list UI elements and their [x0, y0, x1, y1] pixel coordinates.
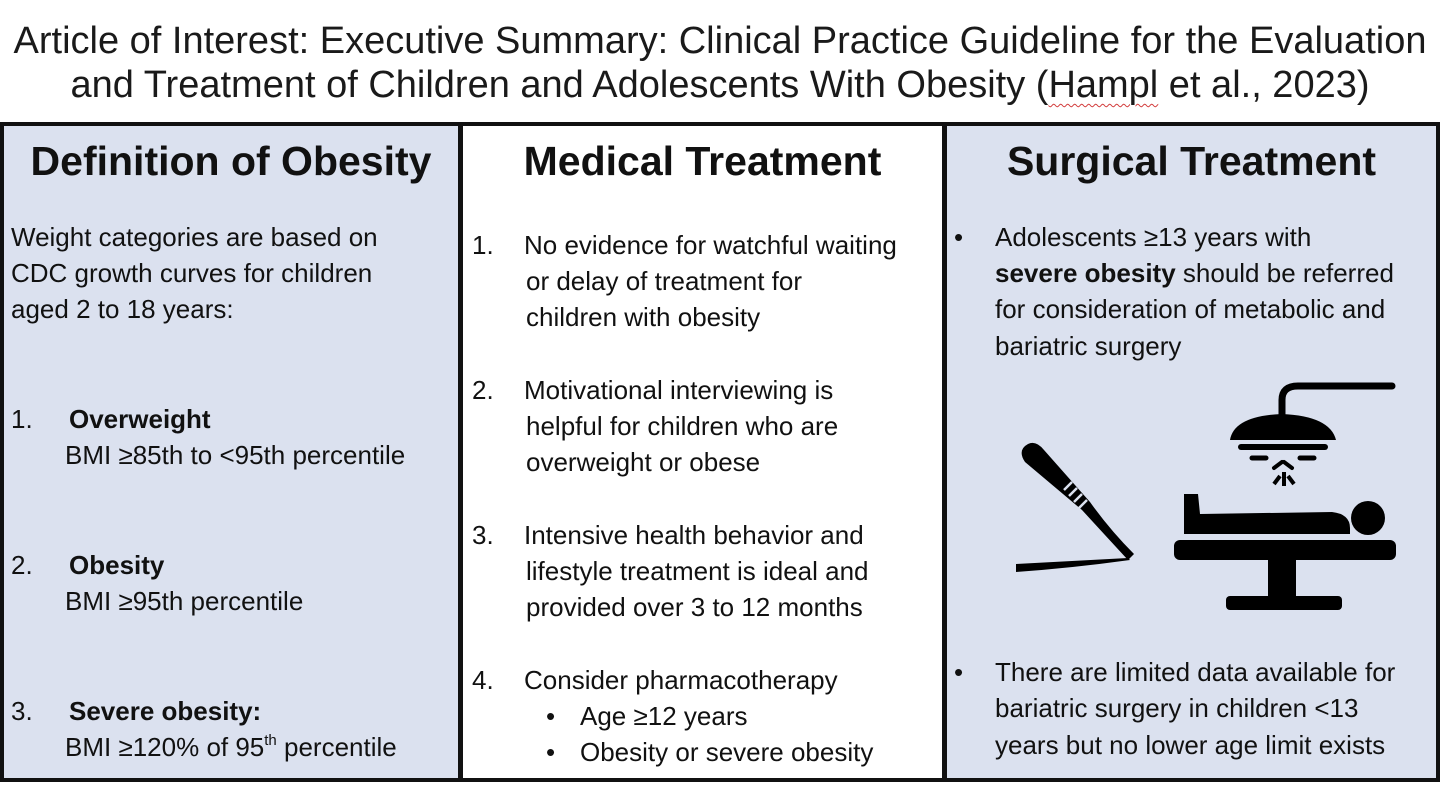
surgical-severe-obesity: severe obesity — [995, 258, 1176, 288]
medical-item-3-line-1: Intensive health behavior and — [524, 520, 864, 550]
surgical-bullet-1-line-3: for consideration of metabolic and — [995, 294, 1386, 324]
medical-item-3-number: 3. — [472, 520, 494, 550]
medical-item-2-number: 2. — [472, 375, 494, 405]
definition-intro-line-2: CDC growth curves for children — [11, 258, 373, 288]
medical-item-2-line-2: helpful for children who are — [526, 411, 839, 441]
definition-item-3-detail-sup: th — [264, 732, 277, 749]
medical-item-2-line-1: Motivational interviewing is — [524, 375, 834, 405]
medical-sub-bullet-1-glyph: • — [546, 701, 556, 731]
definition-item-2-label: Obesity — [69, 550, 165, 580]
medical-item-1-line-1: No evidence for watchful waiting — [524, 230, 897, 260]
surgical-bullet-1-glyph: • — [954, 222, 964, 252]
header-line-2-start: and Treatment of Children and Adolescents With Obesity ( — [70, 64, 1049, 106]
surgical-title: Surgical Treatment — [1006, 138, 1377, 184]
medical-sub-bullet-2-glyph: • — [546, 737, 556, 767]
definition-item-1-number: 1. — [11, 404, 33, 434]
surgery-illustration — [1012, 382, 1402, 618]
medical-item-1-line-2: or delay of treatment for — [526, 266, 803, 296]
definition-intro-line-3: aged 2 to 18 years: — [11, 294, 234, 324]
page-header — [0, 0, 1440, 122]
definition-item-1-label: Overweight — [69, 404, 211, 434]
medical-item-4-number: 4. — [472, 665, 494, 695]
medical-sub-bullet-2: Obesity or severe obesity — [580, 737, 874, 767]
definition-item-3-label: Severe obesity: — [69, 696, 262, 726]
surgical-bullet-2-line-3: years but no lower age limit exists — [995, 730, 1386, 760]
surgical-bullet-1-line-2 — [995, 255, 1394, 291]
medical-item-1-line-3: children with obesity — [526, 302, 761, 332]
scalpel-icon — [1016, 443, 1134, 572]
medical-item-4-line-1: Consider pharmacotherapy — [524, 665, 838, 695]
medical-item-3-line-3: provided over 3 to 12 months — [526, 592, 863, 622]
header-line-1: Article of Interest: Executive Summary: Clinical Practice Guideline for the Evaluation — [13, 20, 1427, 62]
medical-item-2-line-3: overweight or obese — [526, 447, 761, 477]
medical-sub-bullet-1: Age ≥12 years — [580, 701, 748, 731]
surgical-bullet-1-line-2-rest: should be referred — [1175, 258, 1394, 288]
definition-item-3-detail-end: percentile — [276, 732, 397, 762]
medical-item-1-number: 1. — [472, 230, 494, 260]
definition-item-1-detail: BMI ≥85th to <95th percentile — [65, 440, 406, 470]
definition-item-2-detail: BMI ≥95th percentile — [65, 586, 304, 616]
medical-title: Medical Treatment — [523, 138, 882, 184]
header-author-name: Hampl — [1048, 64, 1159, 106]
surgical-bullet-2-line-1: There are limited data available for — [995, 657, 1396, 687]
surgery-table-icon — [1174, 386, 1396, 610]
header-line-2-end: et al., 2023) — [1158, 64, 1370, 106]
surgical-bullet-2-line-2: bariatric surgery in children <13 — [995, 693, 1359, 723]
header-line-2 — [0, 63, 1440, 107]
definition-item-3-detail — [65, 729, 397, 765]
surgical-bullet-2-glyph: • — [954, 657, 964, 687]
definition-title: Definition of Obesity — [30, 138, 432, 184]
definition-item-3-detail-start: BMI ≥120% of 95 — [65, 732, 265, 762]
medical-item-3-line-2: lifestyle treatment is ideal and — [526, 556, 869, 586]
definition-item-2-number: 2. — [11, 550, 33, 580]
surgical-bullet-1-line-1: Adolescents ≥13 years with — [995, 222, 1312, 252]
definition-item-3-number: 3. — [11, 696, 33, 726]
surgical-bullet-1-line-4: bariatric surgery — [995, 331, 1182, 361]
definition-intro-line-1: Weight categories are based on — [11, 222, 378, 252]
